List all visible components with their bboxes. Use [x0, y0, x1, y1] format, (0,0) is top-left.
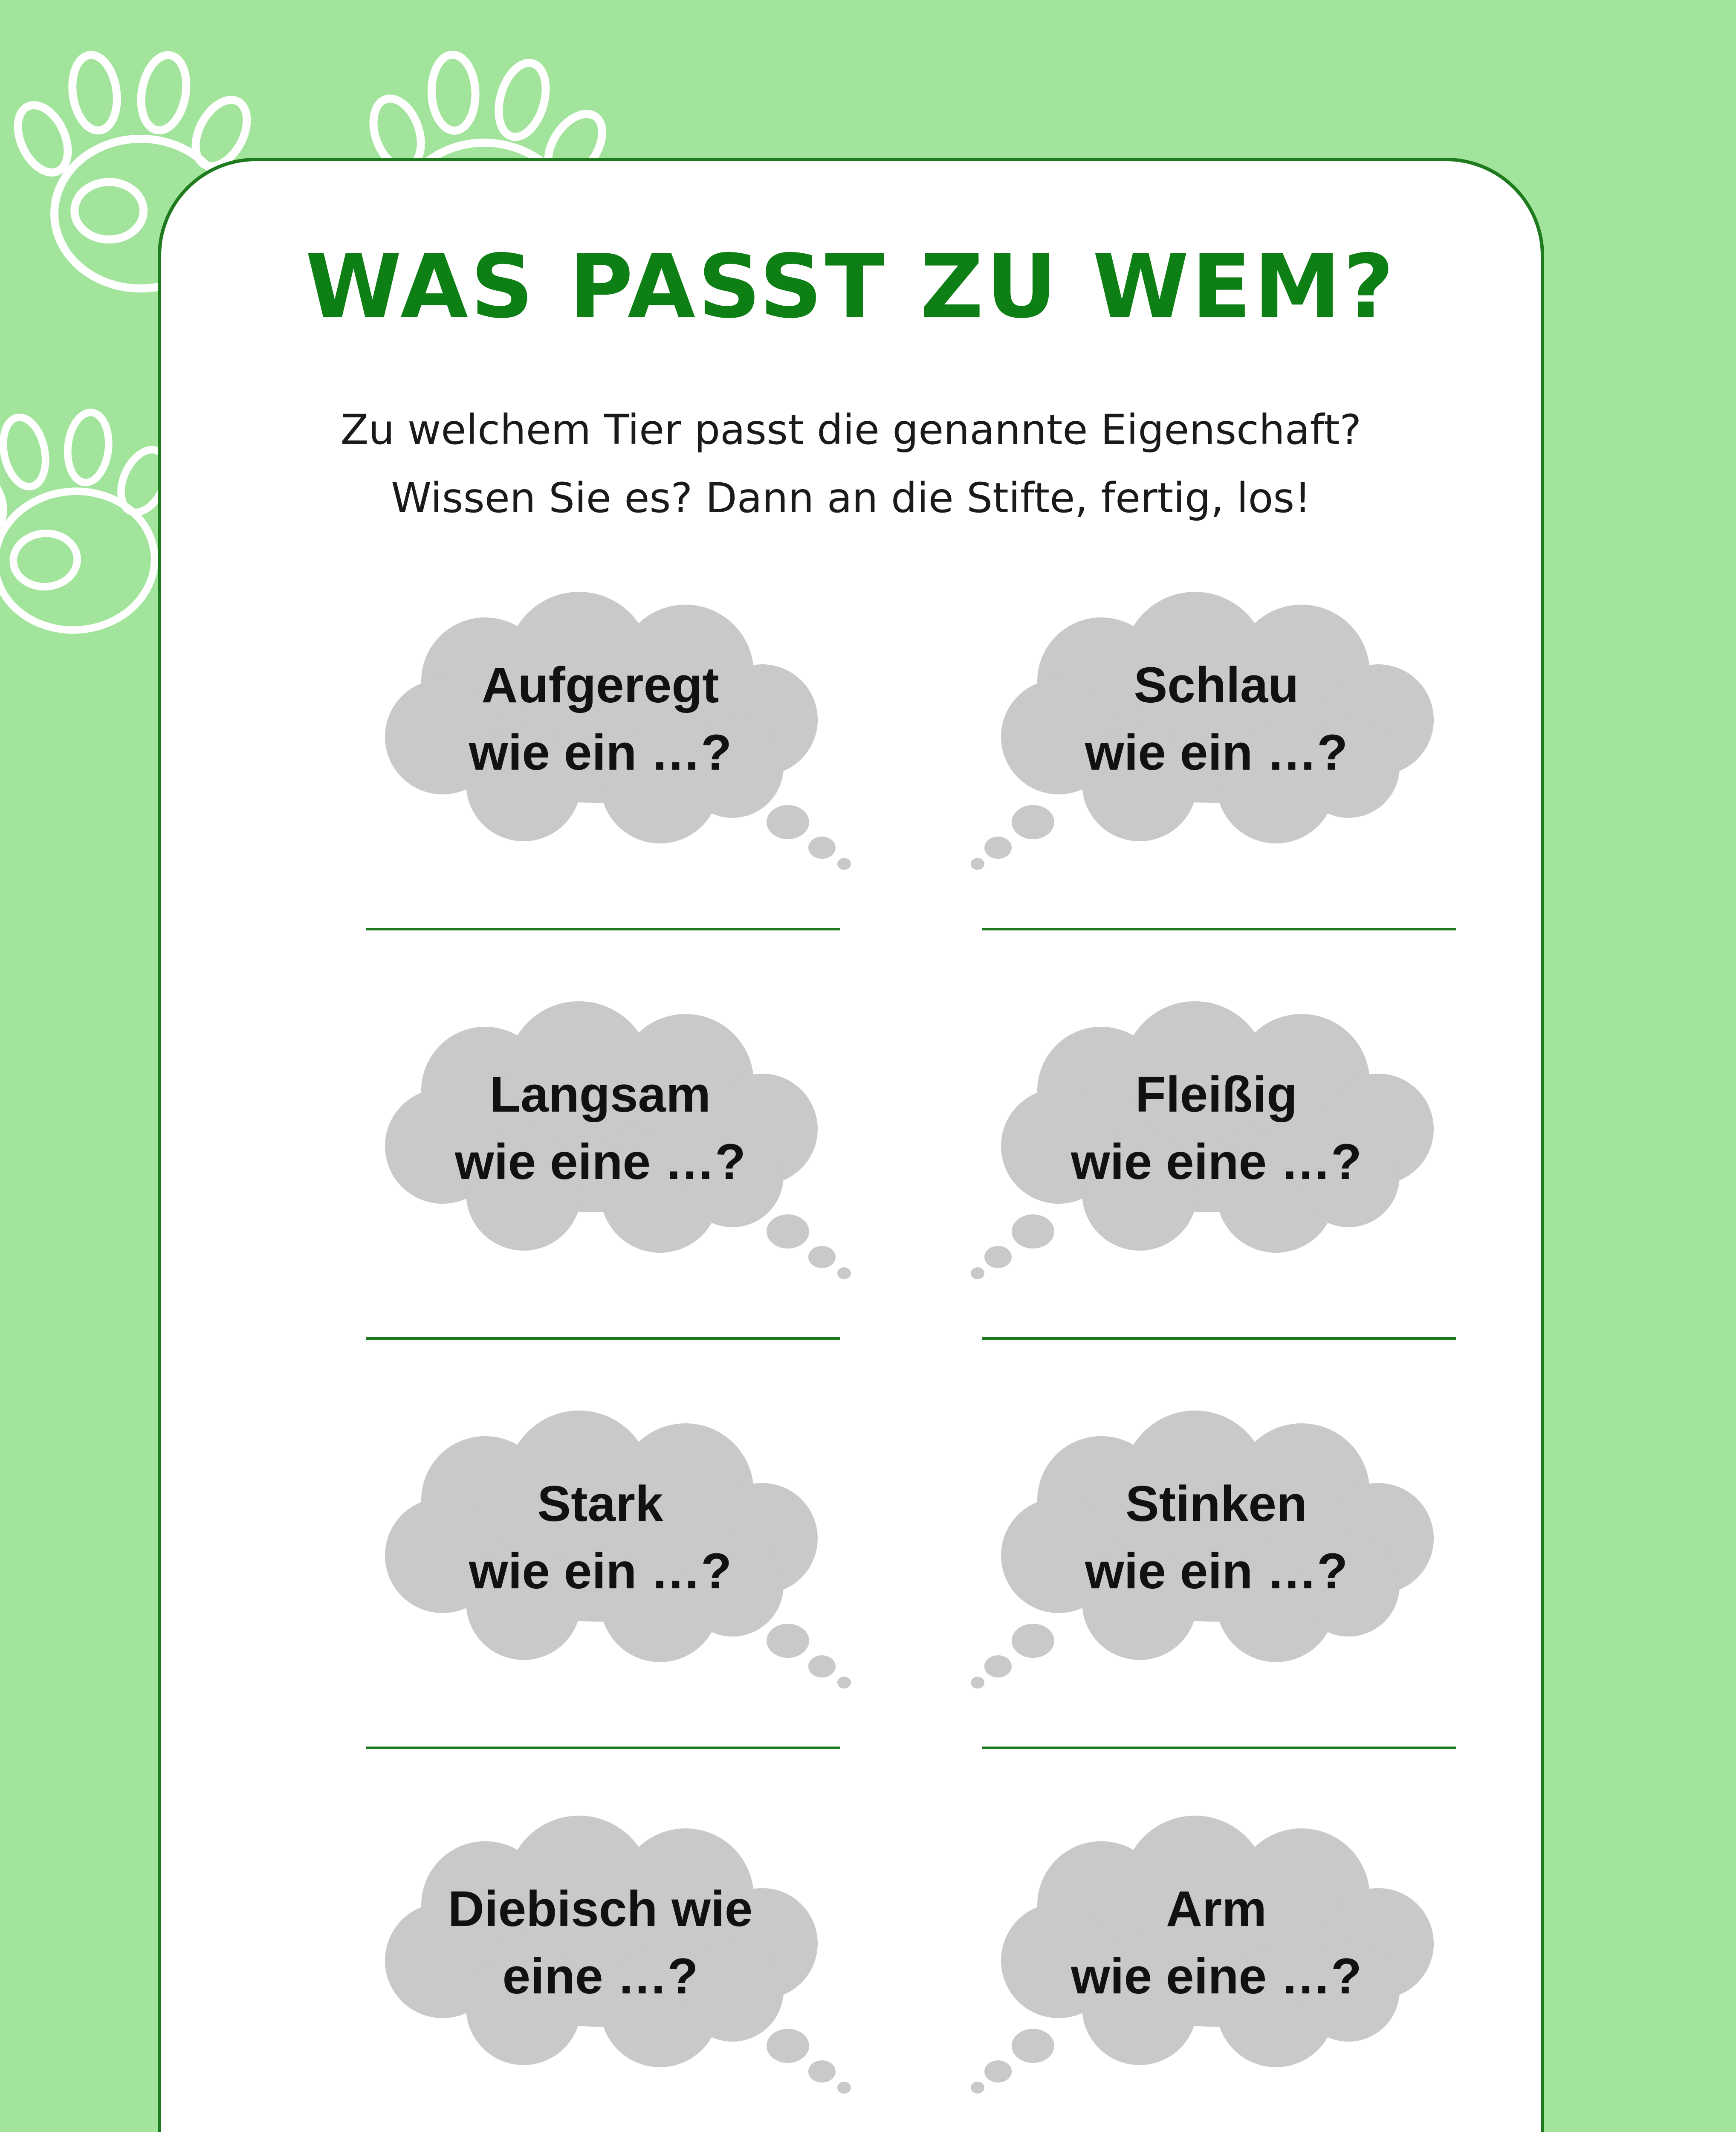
answer-line[interactable] — [982, 1337, 1456, 1340]
exercise-item — [302, 993, 899, 1368]
bubble-line-2: wie ein …? — [469, 724, 732, 781]
bubble-line-2: wie ein …? — [1085, 1543, 1348, 1599]
exercise-item — [302, 583, 899, 959]
bubble-text — [379, 1061, 822, 1196]
exercise-item — [302, 1402, 899, 1777]
intro-text — [161, 396, 1541, 532]
exercise-item — [918, 993, 1515, 1368]
answer-line[interactable] — [982, 928, 1456, 930]
answer-line[interactable] — [366, 1337, 840, 1340]
exercise-item — [918, 583, 1515, 959]
bubble-line-1: Langsam — [489, 1066, 711, 1123]
bubble-line-1: Aufgeregt — [481, 657, 719, 713]
bubble-text — [995, 1875, 1438, 2010]
bubble-line-1: Stark — [537, 1476, 663, 1532]
intro-line: Wissen Sie es? Dann an die Stifte, fertig, los! — [391, 474, 1311, 522]
answer-line[interactable] — [982, 1747, 1456, 1749]
worksheet-card — [158, 158, 1544, 2132]
bubble-line-2: wie eine …? — [1071, 1134, 1362, 1190]
bubble-line-2: wie ein …? — [1085, 724, 1348, 781]
bubble-line-2: wie eine …? — [1071, 1948, 1362, 2005]
bubble-line-2: eine …? — [502, 1948, 698, 2005]
answer-line[interactable] — [366, 928, 840, 930]
bubble-line-1: Arm — [1166, 1881, 1267, 1937]
bubble-text — [995, 1470, 1438, 1605]
bubble-text — [995, 1061, 1438, 1196]
answer-line[interactable] — [366, 1747, 840, 1749]
bubble-text — [379, 1875, 822, 2010]
exercise-item — [918, 1402, 1515, 1777]
bubble-text — [379, 652, 822, 786]
bubble-text — [379, 1470, 822, 1605]
intro-line: Zu welchem Tier passt die genannte Eigenschaft? — [340, 406, 1362, 454]
page-title: WAS PASST ZU WEM? — [305, 236, 1397, 338]
bubble-line-1: Fleißig — [1135, 1066, 1298, 1123]
exercise-item — [918, 1807, 1515, 2132]
bubble-line-1: Schlau — [1134, 657, 1299, 713]
bubble-text — [995, 652, 1438, 786]
bubble-line-2: wie eine …? — [455, 1134, 746, 1190]
exercise-item — [302, 1807, 899, 2132]
bubble-line-1: Diebisch wie — [448, 1881, 753, 1937]
bubble-line-2: wie ein …? — [469, 1543, 732, 1599]
bubble-line-1: Stinken — [1125, 1476, 1308, 1532]
